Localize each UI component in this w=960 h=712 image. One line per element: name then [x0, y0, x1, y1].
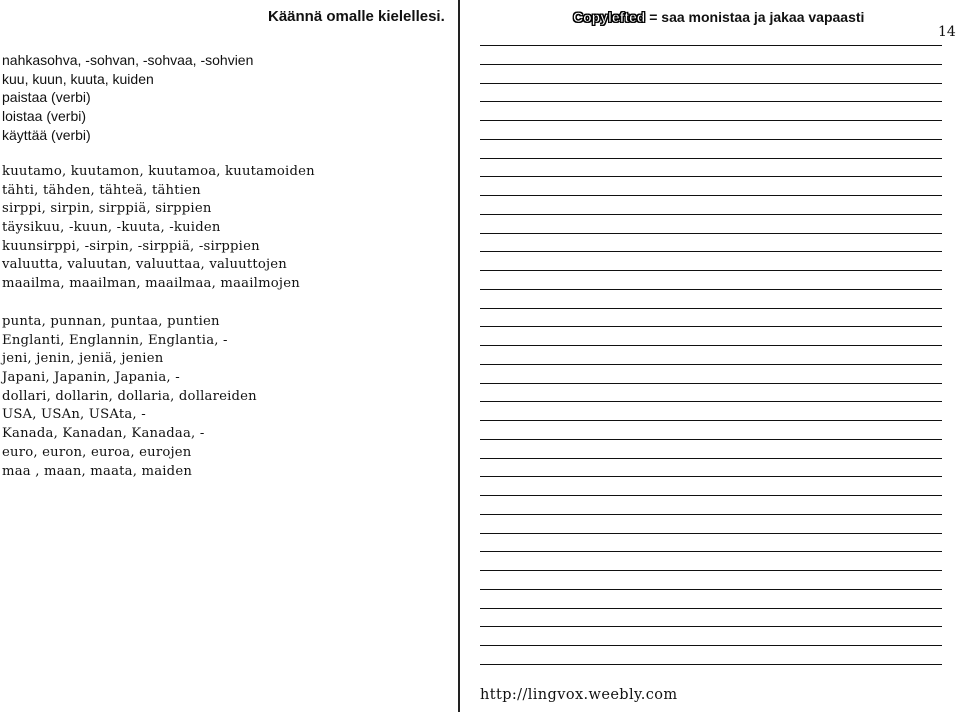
- writing-line: [480, 645, 942, 646]
- copyleft-word: Copylefted: [573, 9, 646, 25]
- writing-line: [480, 176, 942, 177]
- writing-line: [480, 45, 942, 46]
- vocab-line: Englanti, Englannin, Englantia, -: [2, 332, 228, 348]
- writing-line: [480, 570, 942, 571]
- writing-line: [480, 626, 942, 627]
- translate-instruction: Käännä omalle kielellesi.: [268, 8, 445, 25]
- writing-line: [480, 139, 942, 140]
- writing-line: [480, 364, 942, 365]
- vocab-line: paistaa (verbi): [2, 89, 91, 106]
- writing-line: [480, 270, 942, 271]
- writing-line: [480, 589, 942, 590]
- vocab-group-2: [2, 163, 315, 294]
- vocab-group-1: [2, 51, 253, 144]
- writing-line: [480, 233, 942, 234]
- vocab-line: nahkasohva, -sohvan, -sohvaa, -sohvien: [2, 52, 254, 68]
- vocab-line: kuutamo, kuutamon, kuutamoa, kuutamoiden: [2, 164, 315, 179]
- vocab-line: sirppi, sirpin, sirppiä, sirppien: [2, 201, 212, 217]
- writing-line: [480, 120, 942, 121]
- writing-line: [480, 533, 942, 534]
- vocab-line: jeni, jenin, jeniä, jenien: [2, 351, 164, 367]
- vocab-line: Japani, Japanin, Japania, -: [2, 370, 180, 386]
- writing-line: [480, 420, 942, 421]
- copyleft-tail: = saa monistaa ja jakaa vapaasti: [645, 9, 865, 25]
- vocab-line: täysikuu, -kuun, -kuuta, -kuiden: [2, 220, 221, 236]
- writing-line: [480, 608, 942, 609]
- writing-line: [480, 83, 942, 84]
- vocab-line: maailma, maailman, maailmaa, maailmojen: [2, 276, 300, 292]
- writing-line: [480, 195, 942, 196]
- writing-line: [480, 308, 942, 309]
- writing-line: [480, 458, 942, 459]
- vocab-line: loistaa (verbi): [2, 108, 87, 125]
- writing-line: [480, 514, 942, 515]
- vocab-group-3: [2, 313, 257, 481]
- writing-line: [480, 251, 942, 252]
- writing-line: [480, 289, 942, 290]
- writing-lines: [480, 0, 942, 712]
- writing-line: [480, 495, 942, 496]
- vocab-line: Kanada, Kanadan, Kanadaa, -: [2, 426, 205, 442]
- vocab-line: käyttää (verbi): [2, 126, 91, 143]
- footer-url: http://lingvox.weebly.com: [480, 687, 678, 703]
- vocab-line: USA, USAn, USAta, -: [2, 407, 146, 423]
- writing-line: [480, 101, 942, 102]
- writing-line: [480, 158, 942, 159]
- writing-line: [480, 401, 942, 402]
- writing-line: [480, 551, 942, 552]
- writing-line: [480, 476, 942, 477]
- page-number: 14: [938, 24, 956, 40]
- vocab-line: maa , maan, maata, maiden: [2, 463, 193, 479]
- writing-line: [480, 64, 942, 65]
- vocab-line: kuu, kuun, kuuta, kuiden: [2, 70, 154, 87]
- vocab-line: euro, euron, euroa, eurojen: [2, 444, 192, 460]
- writing-line: [480, 383, 942, 384]
- vocab-line: valuutta, valuutan, valuuttaa, valuuttojen: [2, 257, 287, 273]
- vocab-line: kuunsirppi, -sirpin, -sirppiä, -sirppien: [2, 238, 260, 254]
- writing-line: [480, 326, 942, 327]
- column-divider: [458, 0, 460, 712]
- writing-line: [480, 214, 942, 215]
- writing-line: [480, 439, 942, 440]
- vocab-line: dollari, dollarin, dollaria, dollareiden: [2, 388, 257, 404]
- vocab-line: punta, punnan, puntaa, puntien: [2, 314, 220, 329]
- vocab-line: tähti, tähden, tähteä, tähtien: [2, 182, 201, 198]
- writing-line: [480, 664, 942, 665]
- writing-line: [480, 345, 942, 346]
